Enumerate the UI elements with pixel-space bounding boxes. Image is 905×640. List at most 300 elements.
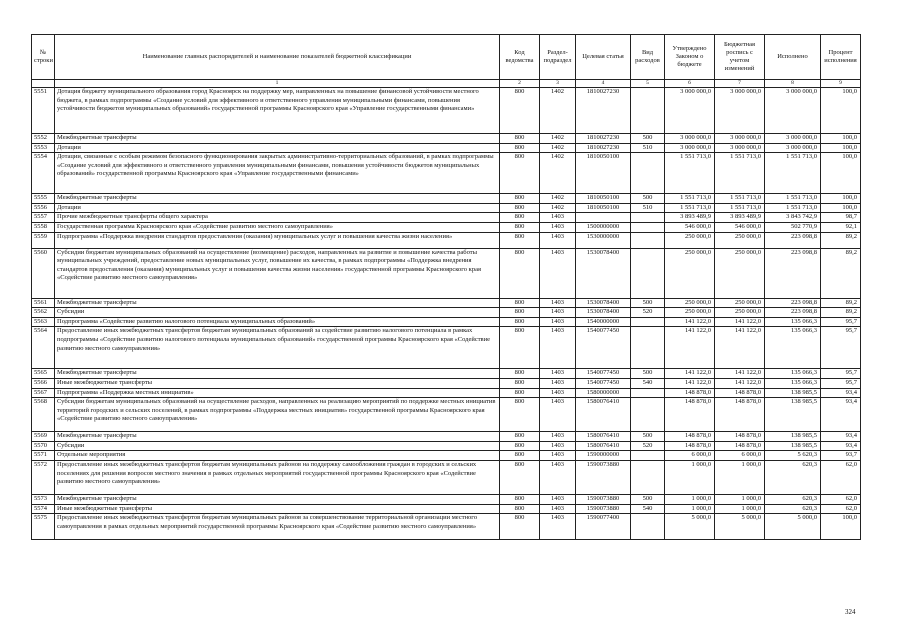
expense-type-cell — [631, 460, 665, 494]
column-number-row — [32, 80, 861, 88]
row-name-cell: Предоставление иных межбюджетных трансфертов бюджетам муниципальных районов на поддержку самообложения граждан в городских и сельских поселениях для решения вопросов местного значения в рамках отдельных мероприятий государственной программы Красноярского края «Содействие развитию местного самоуправления» — [55, 460, 500, 494]
row-name-cell: Подпрограмма «Поддержка местных инициатив» — [55, 388, 500, 398]
row-name-cell: Межбюджетные трансферты — [55, 194, 500, 204]
approved-amount-cell: 546 000,0 — [665, 222, 715, 232]
expense-type-cell — [631, 388, 665, 398]
schedule-amount-cell: 6 000,0 — [715, 451, 765, 461]
target-article-cell: 1590073880 — [576, 494, 631, 504]
row-number-cell: 5558 — [32, 222, 55, 232]
row-name-cell: Дотации, связанные с особым режимом безопасного функционирования закрытых административно-территориальных образований, в рамках подпрограммы «Создание условий для эффективного и ответственного управления муниципальными финансами, повышения устойчивости бюджетов муниципальных образований» государственной программы Красноярского края «Управление государственными финансами» — [55, 153, 500, 194]
schedule-amount-cell: 148 878,0 — [715, 441, 765, 451]
percent-cell: 89,2 — [821, 298, 861, 308]
row-name-cell: Субсидии бюджетам муниципальных образований на осуществление (возмещение) расходов, направленных на развитие и повышение качества работы муниципальных учреждений, предоставление новых муниципальных услуг, повышение их качества, в рамках подпрограммы «Поддержка внедрения стандартов предоставления (оказания) муниципальных услуг и повышения качества жизни населения» государственной программы Красноярского края «Содействие развитию местного самоуправления» — [55, 248, 500, 298]
schedule-amount-cell: 1 000,0 — [715, 504, 765, 514]
column-number: 6 — [665, 80, 715, 88]
executed-amount-cell: 620,3 — [765, 460, 821, 494]
approved-amount-cell: 148 878,0 — [665, 432, 715, 442]
target-article-cell: 1580000000 — [576, 388, 631, 398]
percent-cell: 100,0 — [821, 153, 861, 194]
row-number-cell: 5552 — [32, 134, 55, 144]
schedule-amount-cell: 1 551 713,0 — [715, 194, 765, 204]
executed-amount-cell: 620,3 — [765, 504, 821, 514]
target-article-cell: 1810050100 — [576, 153, 631, 194]
row-number-cell: 5570 — [32, 441, 55, 451]
approved-amount-cell: 141 122,0 — [665, 327, 715, 369]
target-article-cell: 1810050100 — [576, 203, 631, 213]
row-number-cell: 5563 — [32, 317, 55, 327]
expense-type-cell: 520 — [631, 308, 665, 318]
row-name-cell: Иные межбюджетные трансферты — [55, 504, 500, 514]
header-target-article: Целевая статья — [576, 35, 631, 80]
expense-type-cell: 520 — [631, 441, 665, 451]
row-name-cell: Субсидии — [55, 308, 500, 318]
percent-cell: 93,4 — [821, 432, 861, 442]
department-code-cell: 800 — [500, 388, 540, 398]
department-code-cell: 800 — [500, 194, 540, 204]
row-number-cell: 5571 — [32, 451, 55, 461]
row-name-cell: Отдельные мероприятия — [55, 451, 500, 461]
header-section: Раздел-подраздел — [540, 35, 576, 80]
row-name-cell: Иные межбюджетные трансферты — [55, 378, 500, 388]
section-code-cell: 1402 — [540, 153, 576, 194]
row-number-cell: 5553 — [32, 143, 55, 153]
table-header-row — [32, 35, 861, 80]
expense-type-cell — [631, 88, 665, 134]
row-number-cell: 5575 — [32, 514, 55, 540]
row-number-cell: 5554 — [32, 153, 55, 194]
table-row — [32, 460, 861, 494]
department-code-cell: 800 — [500, 248, 540, 298]
row-number-cell: 5555 — [32, 194, 55, 204]
approved-amount-cell: 1 551 713,0 — [665, 153, 715, 194]
expense-type-cell — [631, 153, 665, 194]
header-expense-type: Вид расходов — [631, 35, 665, 80]
schedule-amount-cell: 250 000,0 — [715, 248, 765, 298]
percent-cell: 98,7 — [821, 213, 861, 223]
section-code-cell: 1402 — [540, 143, 576, 153]
row-number-cell: 5564 — [32, 327, 55, 369]
section-code-cell: 1403 — [540, 460, 576, 494]
section-code-cell: 1403 — [540, 308, 576, 318]
section-code-cell: 1403 — [540, 494, 576, 504]
department-code-cell: 800 — [500, 308, 540, 318]
target-article-cell: 1810027230 — [576, 88, 631, 134]
percent-cell: 100,0 — [821, 203, 861, 213]
row-number-cell: 5561 — [32, 298, 55, 308]
schedule-amount-cell: 148 878,0 — [715, 388, 765, 398]
target-article-cell: 1590000000 — [576, 451, 631, 461]
department-code-cell: 800 — [500, 143, 540, 153]
schedule-amount-cell: 1 000,0 — [715, 494, 765, 504]
expense-type-cell — [631, 232, 665, 248]
column-number — [32, 80, 55, 88]
target-article-cell: 1580076410 — [576, 398, 631, 432]
executed-amount-cell: 3 000 000,0 — [765, 134, 821, 144]
percent-cell: 95,7 — [821, 327, 861, 369]
table-row — [32, 213, 861, 223]
row-number-cell: 5572 — [32, 460, 55, 494]
budget-report-sheet — [31, 34, 860, 540]
department-code-cell: 800 — [500, 232, 540, 248]
executed-amount-cell: 135 066,3 — [765, 317, 821, 327]
approved-amount-cell: 1 551 713,0 — [665, 194, 715, 204]
table-row — [32, 441, 861, 451]
department-code-cell: 800 — [500, 88, 540, 134]
row-number-cell: 5566 — [32, 378, 55, 388]
budget-execution-table — [31, 34, 861, 540]
expense-type-cell — [631, 327, 665, 369]
schedule-amount-cell: 148 878,0 — [715, 398, 765, 432]
executed-amount-cell: 138 985,5 — [765, 388, 821, 398]
column-number: 8 — [765, 80, 821, 88]
table-row — [32, 398, 861, 432]
approved-amount-cell: 250 000,0 — [665, 248, 715, 298]
row-name-cell: Межбюджетные трансферты — [55, 298, 500, 308]
schedule-amount-cell: 141 122,0 — [715, 327, 765, 369]
expense-type-cell — [631, 213, 665, 223]
schedule-amount-cell: 3 000 000,0 — [715, 134, 765, 144]
percent-cell: 100,0 — [821, 143, 861, 153]
row-name-cell: Государственная программа Красноярского края «Содействие развитию местного самоуправления» — [55, 222, 500, 232]
executed-amount-cell: 5 620,3 — [765, 451, 821, 461]
executed-amount-cell: 223 098,8 — [765, 298, 821, 308]
executed-amount-cell: 1 551 713,0 — [765, 153, 821, 194]
section-code-cell: 1403 — [540, 514, 576, 540]
expense-type-cell: 500 — [631, 432, 665, 442]
department-code-cell: 800 — [500, 317, 540, 327]
department-code-cell: 800 — [500, 327, 540, 369]
department-code-cell: 800 — [500, 494, 540, 504]
row-number-cell: 5556 — [32, 203, 55, 213]
table-row — [32, 153, 861, 194]
header-name: Наименование главных распорядителей и наименование показателей бюджетной классификации — [55, 35, 500, 80]
department-code-cell: 800 — [500, 460, 540, 494]
expense-type-cell: 510 — [631, 143, 665, 153]
approved-amount-cell: 1 551 713,0 — [665, 203, 715, 213]
section-code-cell: 1403 — [540, 317, 576, 327]
target-article-cell: 1540077450 — [576, 378, 631, 388]
target-article-cell: 1580076410 — [576, 441, 631, 451]
target-article-cell: 1810050100 — [576, 194, 631, 204]
percent-cell: 95,7 — [821, 378, 861, 388]
department-code-cell: 800 — [500, 213, 540, 223]
schedule-amount-cell: 141 122,0 — [715, 369, 765, 379]
approved-amount-cell: 148 878,0 — [665, 398, 715, 432]
department-code-cell: 800 — [500, 153, 540, 194]
column-number: 4 — [576, 80, 631, 88]
page-number: 324 — [845, 608, 856, 616]
schedule-amount-cell: 250 000,0 — [715, 232, 765, 248]
schedule-amount-cell: 250 000,0 — [715, 308, 765, 318]
executed-amount-cell: 1 551 713,0 — [765, 194, 821, 204]
column-number: 7 — [715, 80, 765, 88]
percent-cell: 93,4 — [821, 398, 861, 432]
executed-amount-cell: 502 770,9 — [765, 222, 821, 232]
table-row — [32, 298, 861, 308]
section-code-cell: 1403 — [540, 248, 576, 298]
expense-type-cell: 500 — [631, 298, 665, 308]
department-code-cell: 800 — [500, 504, 540, 514]
percent-cell: 89,2 — [821, 248, 861, 298]
row-name-cell: Дотации — [55, 203, 500, 213]
executed-amount-cell: 223 098,8 — [765, 232, 821, 248]
table-row — [32, 378, 861, 388]
department-code-cell: 800 — [500, 134, 540, 144]
row-number-cell: 5568 — [32, 398, 55, 432]
executed-amount-cell: 135 066,3 — [765, 369, 821, 379]
department-code-cell: 800 — [500, 203, 540, 213]
table-row — [32, 514, 861, 540]
expense-type-cell — [631, 317, 665, 327]
executed-amount-cell: 223 098,8 — [765, 248, 821, 298]
executed-amount-cell: 223 098,8 — [765, 308, 821, 318]
row-name-cell: Дотации — [55, 143, 500, 153]
approved-amount-cell: 250 000,0 — [665, 308, 715, 318]
table-row — [32, 88, 861, 134]
table-row — [32, 432, 861, 442]
row-number-cell: 5569 — [32, 432, 55, 442]
header-department-code: Код ведомства — [500, 35, 540, 80]
expense-type-cell — [631, 248, 665, 298]
department-code-cell: 800 — [500, 451, 540, 461]
schedule-amount-cell: 3 893 489,9 — [715, 213, 765, 223]
row-number-cell: 5559 — [32, 232, 55, 248]
expense-type-cell: 500 — [631, 369, 665, 379]
target-article-cell: 1540077450 — [576, 369, 631, 379]
executed-amount-cell: 135 066,3 — [765, 327, 821, 369]
column-number: 1 — [55, 80, 500, 88]
department-code-cell: 800 — [500, 432, 540, 442]
column-number: 2 — [500, 80, 540, 88]
row-number-cell: 5557 — [32, 213, 55, 223]
approved-amount-cell: 5 000,0 — [665, 514, 715, 540]
row-number-cell: 5574 — [32, 504, 55, 514]
table-row — [32, 388, 861, 398]
percent-cell: 100,0 — [821, 134, 861, 144]
expense-type-cell: 510 — [631, 203, 665, 213]
table-row — [32, 143, 861, 153]
row-name-cell: Подпрограмма «Содействие развитию налогового потенциала муниципальных образований» — [55, 317, 500, 327]
schedule-amount-cell: 250 000,0 — [715, 298, 765, 308]
section-code-cell: 1403 — [540, 398, 576, 432]
section-code-cell: 1403 — [540, 298, 576, 308]
row-name-cell: Прочие межбюджетные трансферты общего характера — [55, 213, 500, 223]
schedule-amount-cell: 546 000,0 — [715, 222, 765, 232]
table-row — [32, 248, 861, 298]
department-code-cell: 800 — [500, 441, 540, 451]
executed-amount-cell: 138 985,5 — [765, 441, 821, 451]
percent-cell: 93,4 — [821, 388, 861, 398]
section-code-cell: 1403 — [540, 451, 576, 461]
approved-amount-cell: 250 000,0 — [665, 232, 715, 248]
row-name-cell: Межбюджетные трансферты — [55, 494, 500, 504]
row-name-cell: Межбюджетные трансферты — [55, 134, 500, 144]
expense-type-cell — [631, 222, 665, 232]
section-code-cell: 1403 — [540, 222, 576, 232]
section-code-cell: 1403 — [540, 327, 576, 369]
expense-type-cell: 540 — [631, 504, 665, 514]
header-approved: Утверждено Законом о бюджете — [665, 35, 715, 80]
target-article-cell: 1530078400 — [576, 298, 631, 308]
section-code-cell: 1403 — [540, 441, 576, 451]
approved-amount-cell: 3 000 000,0 — [665, 134, 715, 144]
row-number-cell: 5560 — [32, 248, 55, 298]
percent-cell: 89,2 — [821, 232, 861, 248]
approved-amount-cell: 1 000,0 — [665, 504, 715, 514]
section-code-cell: 1402 — [540, 203, 576, 213]
schedule-amount-cell: 3 000 000,0 — [715, 143, 765, 153]
target-article-cell — [576, 213, 631, 223]
row-number-cell: 5565 — [32, 369, 55, 379]
table-row — [32, 222, 861, 232]
table-row — [32, 494, 861, 504]
table-row — [32, 369, 861, 379]
header-budget-schedule: Бюджетная роспись с учетом изменений — [715, 35, 765, 80]
table-row — [32, 451, 861, 461]
executed-amount-cell: 620,3 — [765, 494, 821, 504]
department-code-cell: 800 — [500, 369, 540, 379]
section-code-cell: 1402 — [540, 88, 576, 134]
section-code-cell: 1403 — [540, 232, 576, 248]
table-row — [32, 504, 861, 514]
target-article-cell: 1590077400 — [576, 514, 631, 540]
row-name-cell: Субсидии бюджетам муниципальных образований на осуществление расходов, направленных на реализацию мероприятий по поддержке местных инициатив территорий городских и сельских поселений, в рамках подпрограммы «Поддержка местных инициатив» государственной программы Красноярского края «Содействие развитию местного самоуправления» — [55, 398, 500, 432]
schedule-amount-cell: 148 878,0 — [715, 432, 765, 442]
target-article-cell: 1810027230 — [576, 134, 631, 144]
executed-amount-cell: 1 551 713,0 — [765, 203, 821, 213]
row-name-cell: Дотация бюджету муниципального образования город Красноярск на поддержку мер, направленных на повышение финансовой устойчивости местного бюджета, в рамках подпрограммы «Создание условий для эффективного и ответственного управления муниципальными финансами, повышения устойчивости бюджетов муниципальных образований» государственной программы Красноярского края «Управление государственными финансами» — [55, 88, 500, 134]
table-row — [32, 203, 861, 213]
section-code-cell: 1403 — [540, 388, 576, 398]
approved-amount-cell: 141 122,0 — [665, 317, 715, 327]
department-code-cell: 800 — [500, 398, 540, 432]
expense-type-cell: 540 — [631, 378, 665, 388]
executed-amount-cell: 138 985,5 — [765, 398, 821, 432]
schedule-amount-cell: 141 122,0 — [715, 378, 765, 388]
column-number: 9 — [821, 80, 861, 88]
percent-cell: 95,7 — [821, 369, 861, 379]
section-code-cell: 1402 — [540, 134, 576, 144]
expense-type-cell — [631, 451, 665, 461]
row-name-cell: Межбюджетные трансферты — [55, 432, 500, 442]
approved-amount-cell: 6 000,0 — [665, 451, 715, 461]
target-article-cell: 1580076410 — [576, 432, 631, 442]
section-code-cell: 1402 — [540, 194, 576, 204]
percent-cell: 100,0 — [821, 88, 861, 134]
executed-amount-cell: 3 000 000,0 — [765, 143, 821, 153]
target-article-cell: 1530078400 — [576, 248, 631, 298]
percent-cell: 95,7 — [821, 317, 861, 327]
approved-amount-cell: 148 878,0 — [665, 441, 715, 451]
department-code-cell: 800 — [500, 514, 540, 540]
row-name-cell: Предоставление иных межбюджетных трансфертов бюджетам муниципальных образований за содействие развитию налогового потенциала в рамках подпрограммы «Содействие развитию налогового потенциала муниципальных образований» государственной программы Красноярского края «Содействие развитию местного самоуправления» — [55, 327, 500, 369]
row-name-cell: Предоставление иных межбюджетных трансфертов бюджетам муниципальных районов за совершенствование территориальной организации местного самоуправления в рамках отдельных мероприятий государственной программы Красноярского края «Содействие развитию местного самоуправления» — [55, 514, 500, 540]
schedule-amount-cell: 1 551 713,0 — [715, 203, 765, 213]
table-row — [32, 308, 861, 318]
percent-cell: 62,0 — [821, 504, 861, 514]
expense-type-cell: 500 — [631, 494, 665, 504]
header-percent: Процент исполнения — [821, 35, 861, 80]
executed-amount-cell: 135 066,3 — [765, 378, 821, 388]
percent-cell: 62,0 — [821, 460, 861, 494]
row-number-cell: 5567 — [32, 388, 55, 398]
table-row — [32, 317, 861, 327]
row-name-cell: Межбюджетные трансферты — [55, 369, 500, 379]
percent-cell: 93,7 — [821, 451, 861, 461]
schedule-amount-cell: 1 551 713,0 — [715, 153, 765, 194]
table-row — [32, 327, 861, 369]
percent-cell: 62,0 — [821, 494, 861, 504]
department-code-cell: 800 — [500, 378, 540, 388]
percent-cell: 100,0 — [821, 194, 861, 204]
target-article-cell: 1590073880 — [576, 504, 631, 514]
schedule-amount-cell: 5 000,0 — [715, 514, 765, 540]
table-row — [32, 194, 861, 204]
target-article-cell: 1500000000 — [576, 222, 631, 232]
percent-cell: 93,4 — [821, 441, 861, 451]
section-code-cell: 1403 — [540, 369, 576, 379]
executed-amount-cell: 3 843 742,9 — [765, 213, 821, 223]
header-executed: Исполнено — [765, 35, 821, 80]
row-name-cell: Подпрограмма «Поддержка внедрения стандартов предоставления (оказания) муниципальных услуг и повышения качества жизни населения» — [55, 232, 500, 248]
approved-amount-cell: 3 893 489,9 — [665, 213, 715, 223]
target-article-cell: 1540000000 — [576, 317, 631, 327]
target-article-cell: 1530000000 — [576, 232, 631, 248]
target-article-cell: 1540077450 — [576, 327, 631, 369]
header-row-number: № строки — [32, 35, 55, 80]
row-name-cell: Субсидии — [55, 441, 500, 451]
approved-amount-cell: 1 000,0 — [665, 494, 715, 504]
schedule-amount-cell: 1 000,0 — [715, 460, 765, 494]
percent-cell: 100,0 — [821, 514, 861, 540]
section-code-cell: 1403 — [540, 504, 576, 514]
row-number-cell: 5562 — [32, 308, 55, 318]
table-body — [32, 88, 861, 540]
department-code-cell: 800 — [500, 222, 540, 232]
row-number-cell: 5573 — [32, 494, 55, 504]
section-code-cell: 1403 — [540, 432, 576, 442]
expense-type-cell — [631, 514, 665, 540]
expense-type-cell — [631, 398, 665, 432]
executed-amount-cell: 3 000 000,0 — [765, 88, 821, 134]
expense-type-cell: 500 — [631, 194, 665, 204]
column-number: 3 — [540, 80, 576, 88]
approved-amount-cell: 3 000 000,0 — [665, 143, 715, 153]
approved-amount-cell: 250 000,0 — [665, 298, 715, 308]
executed-amount-cell: 138 985,5 — [765, 432, 821, 442]
approved-amount-cell: 3 000 000,0 — [665, 88, 715, 134]
schedule-amount-cell: 3 000 000,0 — [715, 88, 765, 134]
executed-amount-cell: 5 000,0 — [765, 514, 821, 540]
department-code-cell: 800 — [500, 298, 540, 308]
target-article-cell: 1530078400 — [576, 308, 631, 318]
expense-type-cell: 500 — [631, 134, 665, 144]
schedule-amount-cell: 141 122,0 — [715, 317, 765, 327]
column-number: 5 — [631, 80, 665, 88]
target-article-cell: 1590073880 — [576, 460, 631, 494]
approved-amount-cell: 1 000,0 — [665, 460, 715, 494]
table-row — [32, 232, 861, 248]
approved-amount-cell: 141 122,0 — [665, 369, 715, 379]
percent-cell: 92,1 — [821, 222, 861, 232]
approved-amount-cell: 148 878,0 — [665, 388, 715, 398]
section-code-cell: 1403 — [540, 378, 576, 388]
row-number-cell: 5551 — [32, 88, 55, 134]
table-row — [32, 134, 861, 144]
target-article-cell: 1810027230 — [576, 143, 631, 153]
percent-cell: 89,2 — [821, 308, 861, 318]
approved-amount-cell: 141 122,0 — [665, 378, 715, 388]
